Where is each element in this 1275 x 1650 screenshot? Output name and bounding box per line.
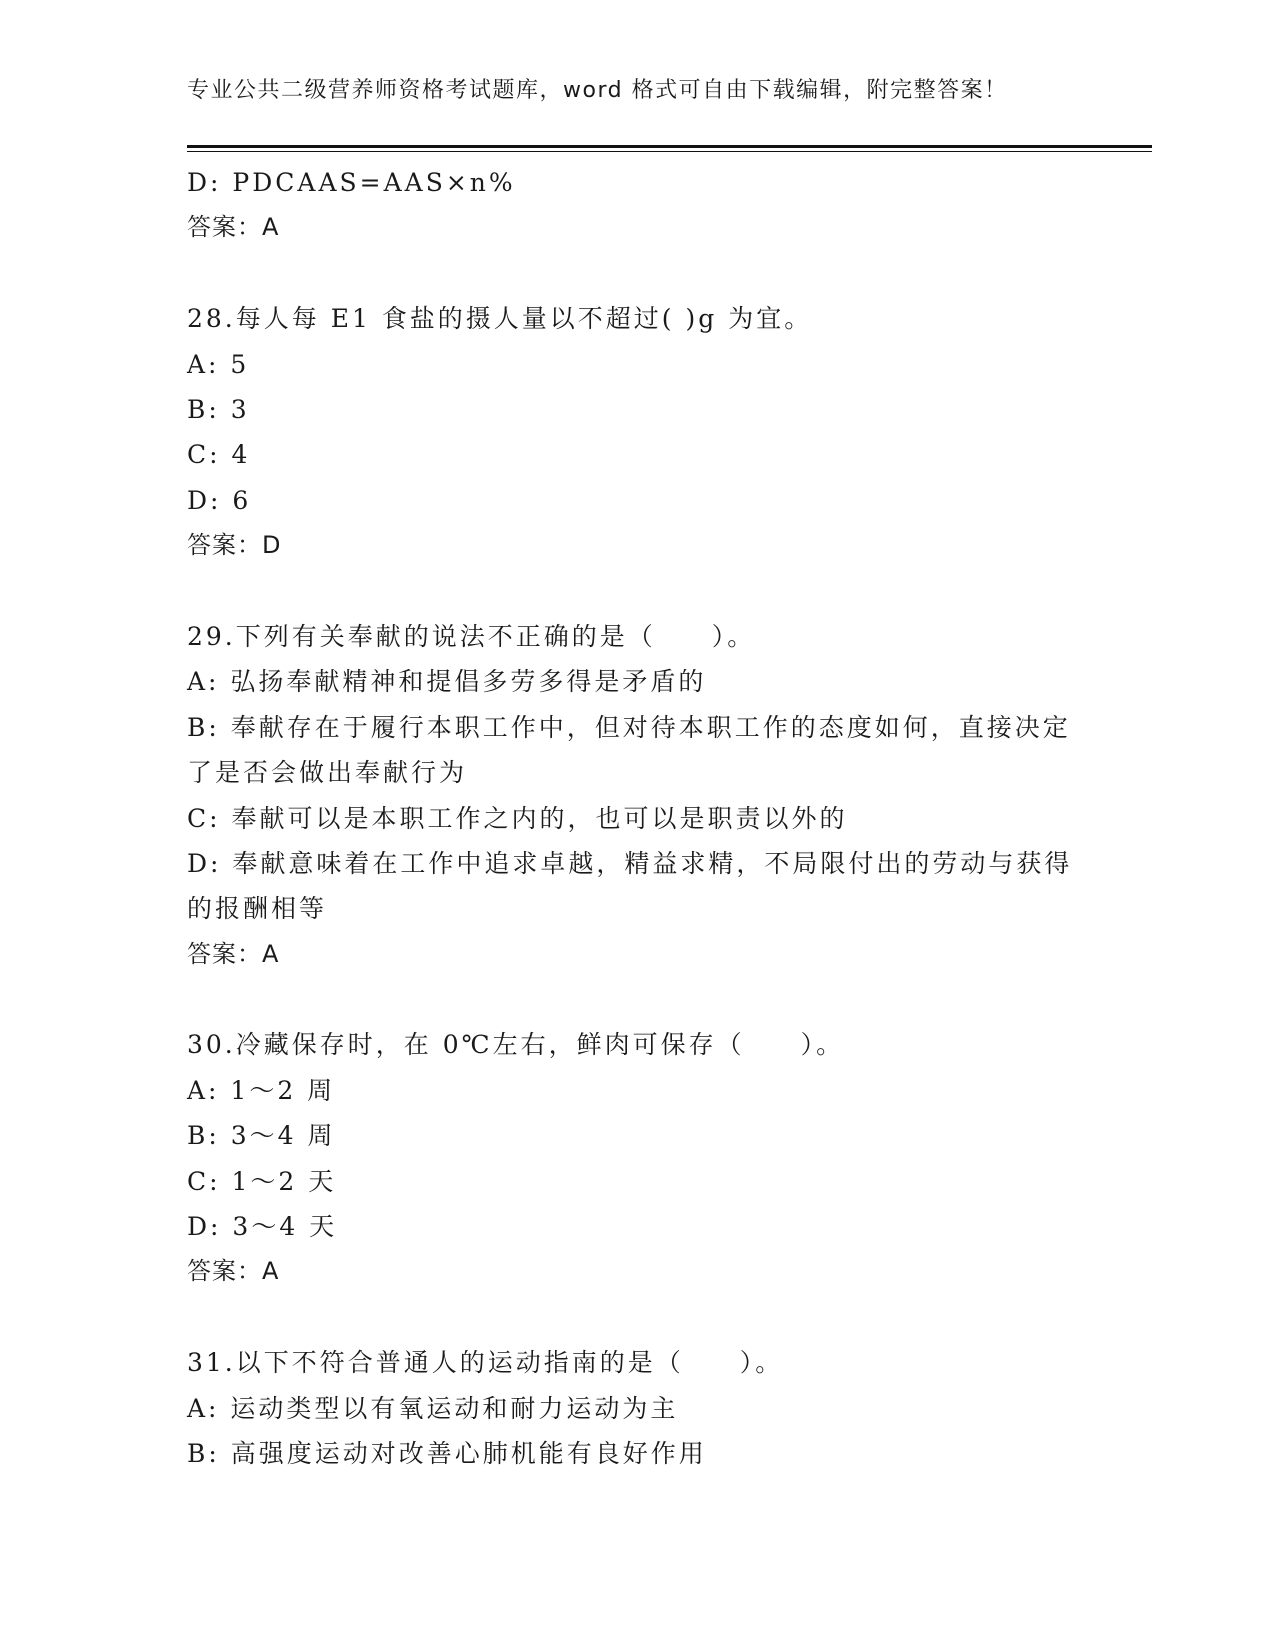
option-a: A: 运动类型以有氧运动和耐力运动为主 [187,1393,679,1423]
option-b: B: 奉献存在于履行本职工作中，但对待本职工作的态度如何，直接决定了是否会做出奉献行为 [187,712,1071,788]
option-c: C: 奉献可以是本职工作之内的，也可以是职责以外的 [187,803,848,833]
option-d: D: 奉献意味着在工作中追求卓越，精益求精，不局限付出的劳动与获得的报酬相等 [187,848,1073,924]
option-c: C: 4 [187,440,251,470]
spacer [187,251,1092,296]
answer: 答案：A [187,213,280,242]
spacer [187,569,1092,614]
answer: 答案：A [187,939,280,968]
option-a: A: 1～2 周 [187,1075,336,1105]
question-stem: 31.以下不符合普通人的运动指南的是（ ）。 [187,1348,784,1378]
header-rule [187,145,1152,148]
option-a: A: 5 [187,349,250,379]
question-stem: 29.下列有关奉献的说法不正确的是（ ）。 [187,621,756,651]
option-d: D: 6 [187,485,252,515]
answer: 答案：A [187,1257,280,1286]
question-stem: 30.冷藏保存时，在 0℃左右，鲜肉可保存（ ）。 [187,1030,845,1060]
option-a: A: 弘扬奉献精神和提倡多劳多得是矛盾的 [187,667,707,697]
document-body [187,160,1092,1476]
question-stem: 28.每人每 E1 食盐的摄人量以不超过( )g 为宜。 [187,304,813,334]
spacer [187,977,1092,1022]
header-rule-thin [187,151,1152,152]
option-b: B: 3～4 周 [187,1121,336,1151]
spacer [187,1295,1092,1340]
answer: 答案：D [187,531,282,560]
option-c: C: 1～2 天 [187,1166,337,1196]
option-b: B: 3 [187,394,250,424]
option-d: D: 3～4 天 [187,1212,338,1242]
option-d: D: PDCAAS=AAS×n% [187,168,516,197]
option-b: B: 高强度运动对改善心肺机能有良好作用 [187,1439,707,1468]
page-header: 专业公共二级营养师资格考试题库，word 格式可自由下载编辑，附完整答案！ [187,78,1008,103]
